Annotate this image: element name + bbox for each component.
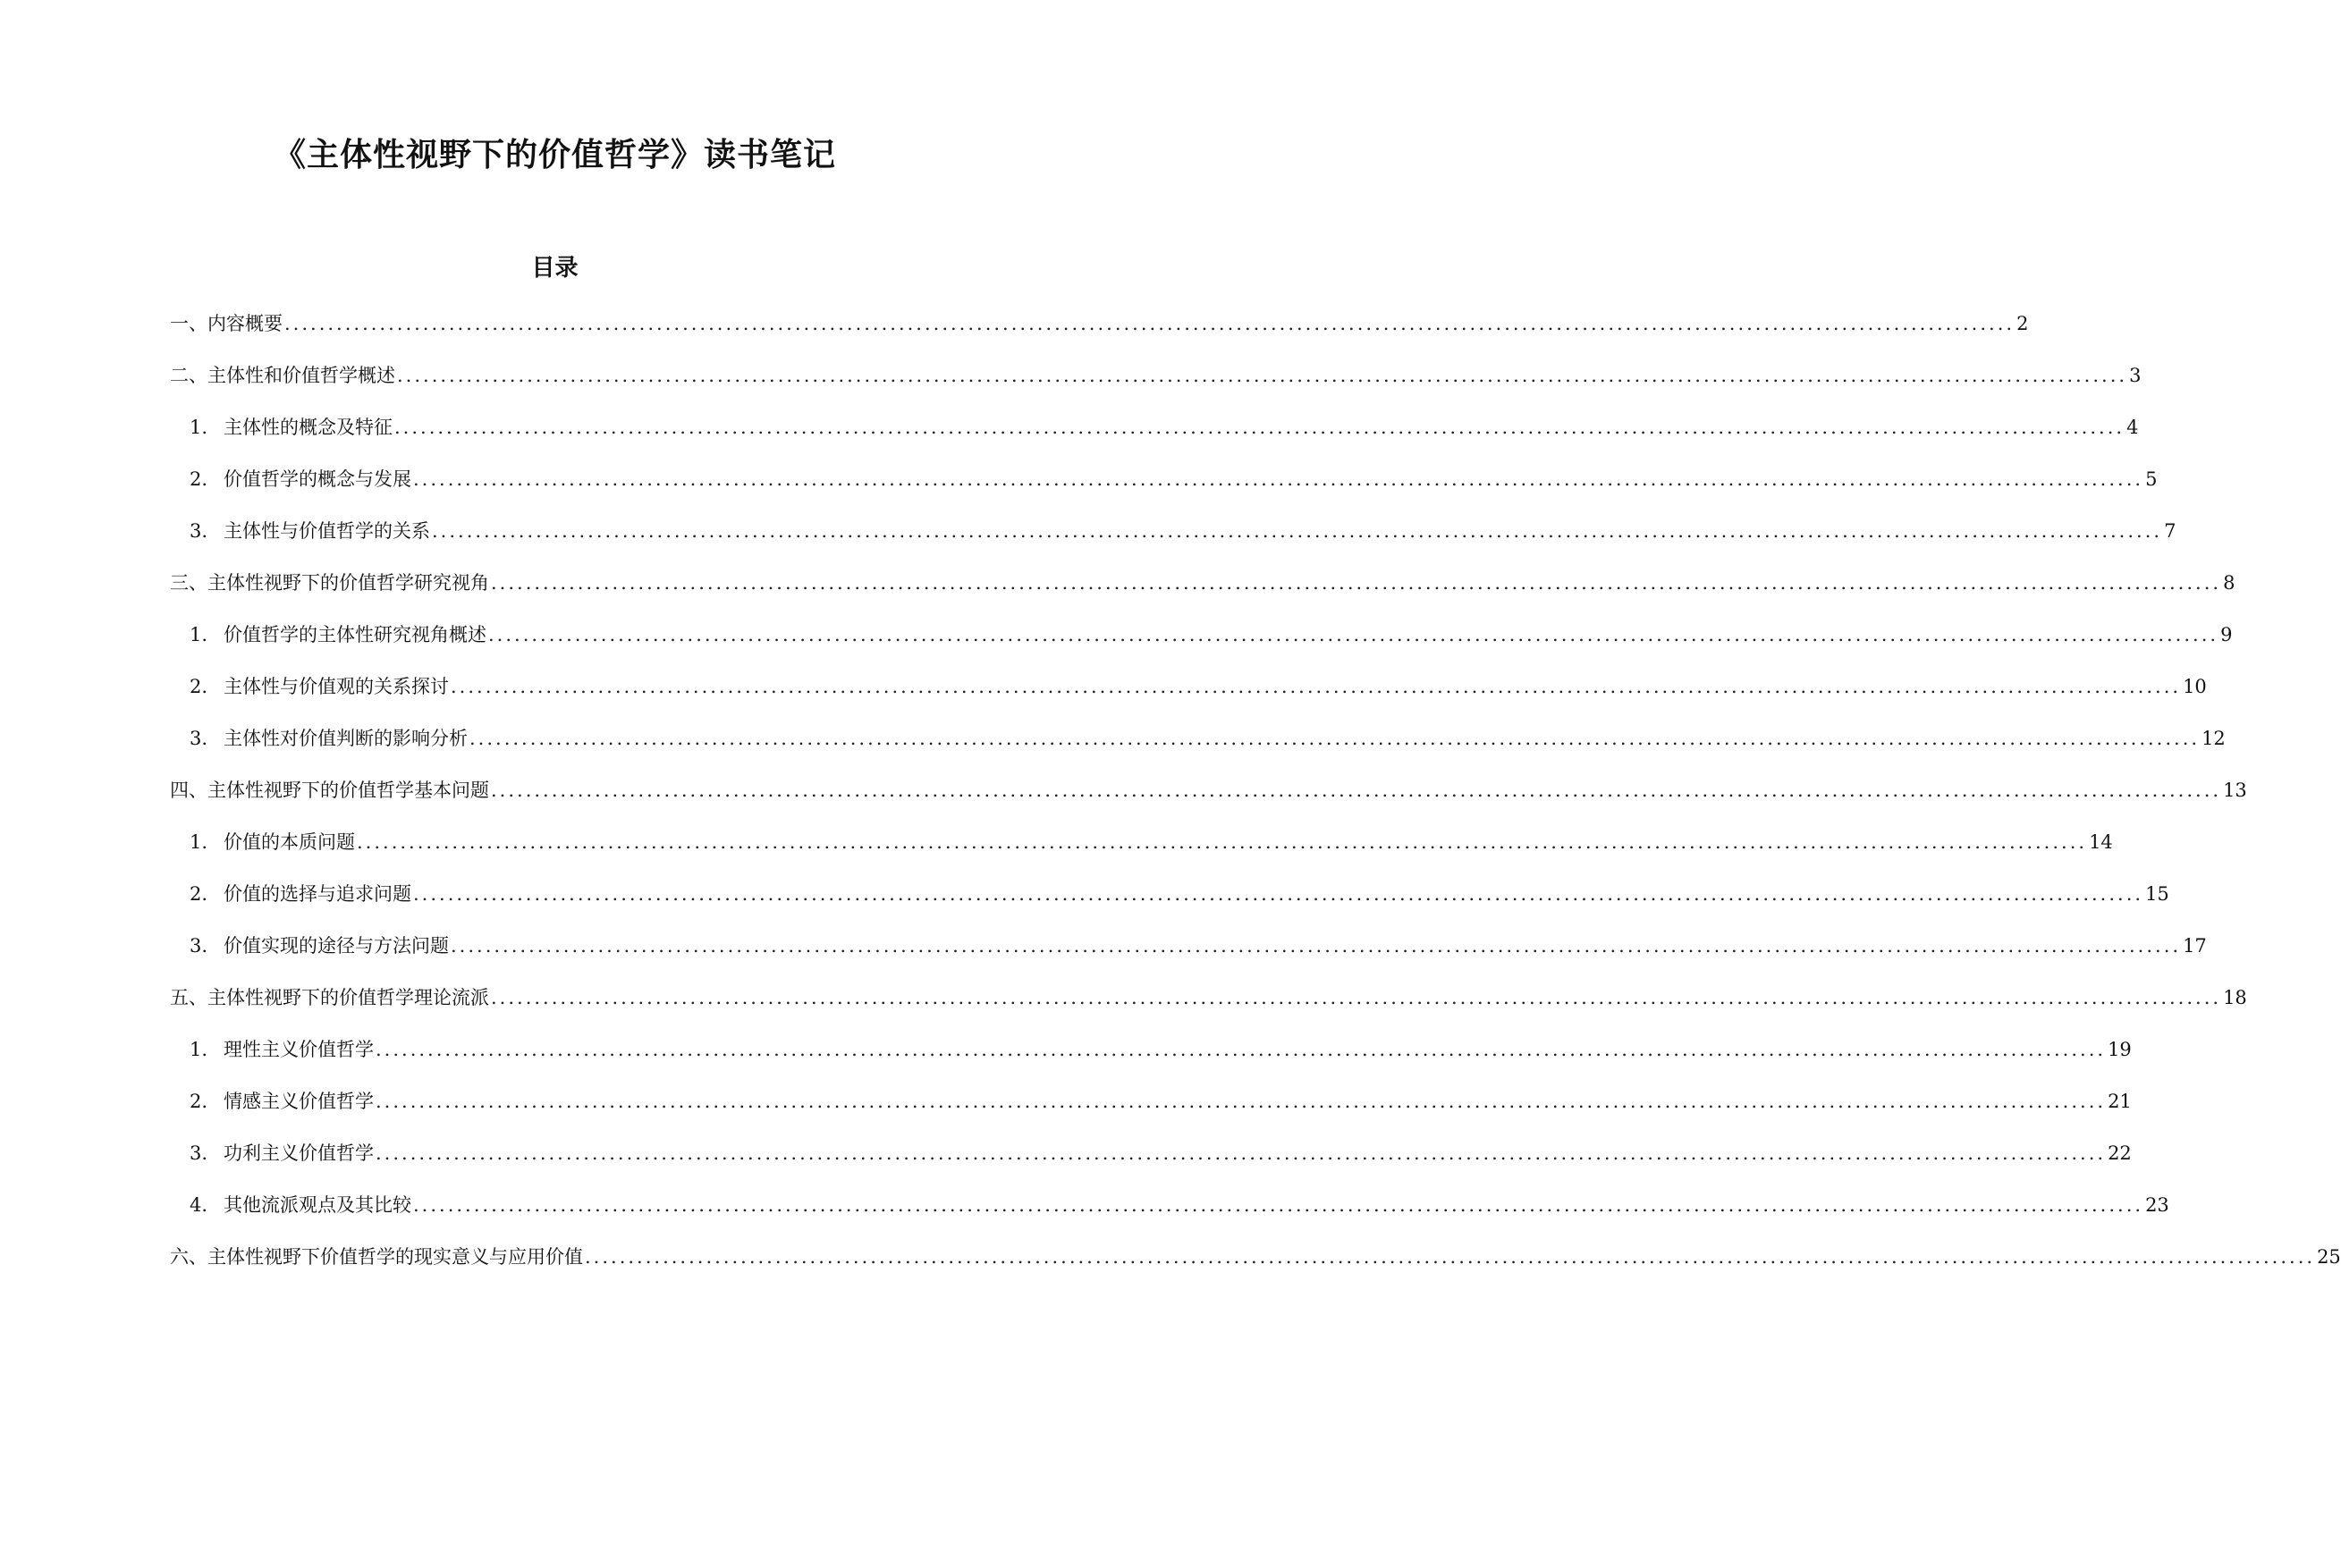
toc-entry[interactable] [190,826,2113,858]
toc-entry-page-number: 7 [2164,520,2176,542]
toc-entry-number: 3. [190,1142,208,1164]
toc-entry-page-number: 13 [2223,780,2247,801]
toc-entry-page-number: 5 [2145,468,2158,490]
toc-entry-page-number: 9 [2220,624,2233,645]
toc-entry-number: 3. [190,520,208,542]
toc-entry-label: 五、主体性视野下的价值哲学理论流派 [170,987,489,1008]
toc-entry-label: 理性主义价值哲学 [224,1039,374,1060]
document-title: 《主体性视野下的价值哲学》读书笔记 [273,137,836,173]
toc-entry-page-number: 15 [2145,883,2169,905]
toc-entry-number: 2. [190,676,208,697]
toc-entry-page-number: 8 [2223,572,2235,594]
toc-entry-number: 2. [190,1091,208,1112]
toc-entry[interactable] [190,930,2207,962]
toc-dot-leader: ........................................................................................................................................................................................................ [397,365,2128,386]
toc-entry-number: 1. [190,1039,208,1060]
toc-entry-label: 二、主体性和价值哲学概述 [170,365,395,386]
toc-dot-leader: ........................................................................................................................................................................................................ [585,1246,2316,1268]
toc-entry-page-number: 14 [2089,831,2113,853]
toc-entry-page-number: 4 [2126,417,2139,438]
toc-dot-leader: ........................................................................................................................................................................................................ [432,520,2163,542]
toc-entry[interactable] [170,567,2235,599]
toc-entry[interactable] [190,1085,2132,1117]
toc-entry-label: 其他流派观点及其比较 [224,1194,411,1216]
toc-dot-leader: ........................................................................................................................................................................................................ [376,1142,2107,1164]
toc-entry-page-number: 12 [2202,728,2226,749]
toc-dot-leader: ........................................................................................................................................................................................................ [357,831,2088,853]
toc-dot-leader: ........................................................................................................................................................................................................ [413,468,2144,490]
toc-entry-label: 情感主义价值哲学 [224,1091,374,1112]
toc-entry[interactable] [170,1241,2341,1273]
toc-entry-number: 2. [190,468,208,490]
toc-entry[interactable] [170,359,2142,392]
toc-entry-label: 价值哲学的主体性研究视角概述 [224,624,486,645]
toc-entry-label: 价值的选择与追求问题 [224,883,411,905]
toc-entry-page-number: 2 [2016,313,2029,334]
toc-entry[interactable] [190,1189,2169,1221]
toc-entry-label: 价值实现的途径与方法问题 [224,935,449,957]
toc-entry[interactable] [190,878,2169,910]
toc-entry[interactable] [190,1033,2132,1066]
toc-entry[interactable] [170,982,2247,1014]
toc-entry-page-number: 22 [2108,1142,2132,1164]
toc-entry-label: 主体性与价值观的关系探讨 [224,676,449,697]
toc-entry-page-number: 25 [2317,1246,2341,1268]
toc-heading: 目录 [531,255,579,282]
toc-entry-number: 1. [190,624,208,645]
toc-entry-page-number: 21 [2108,1091,2132,1112]
toc-dot-leader: ........................................................................................................................................................................................................ [469,728,2201,749]
toc-entry-page-number: 18 [2223,987,2247,1008]
toc-entry-label: 主体性与价值哲学的关系 [224,520,430,542]
toc-entry-label: 价值哲学的概念与发展 [224,468,411,490]
toc-entry-number: 4. [190,1194,208,1216]
toc-dot-leader: ........................................................................................................................................................................................................ [451,935,2182,957]
toc-entry-label: 主体性的概念及特征 [224,417,393,438]
toc-dot-leader: ........................................................................................................................................................................................................ [376,1039,2107,1060]
toc-entry[interactable] [190,515,2176,547]
toc-entry-number: 3. [190,935,208,957]
toc-entry-page-number: 3 [2129,365,2142,386]
toc-entry[interactable] [170,308,2029,340]
toc-entry[interactable] [170,774,2247,806]
toc-entry[interactable] [190,463,2158,495]
toc-dot-leader: ........................................................................................................................................................................................................ [394,417,2125,438]
toc-entry-label: 四、主体性视野下的价值哲学基本问题 [170,780,489,801]
toc-entry-number: 1. [190,417,208,438]
toc-entry-label: 主体性对价值判断的影响分析 [224,728,468,749]
toc-dot-leader: ........................................................................................................................................................................................................ [491,780,2222,801]
toc-dot-leader: ........................................................................................................................................................................................................ [488,624,2219,645]
toc-entry-page-number: 10 [2183,676,2207,697]
toc-entry-label: 一、内容概要 [170,313,283,334]
toc-entry-label: 三、主体性视野下的价值哲学研究视角 [170,572,489,594]
toc-entry-label: 功利主义价值哲学 [224,1142,374,1164]
toc-entry[interactable] [190,1137,2132,1169]
toc-entry[interactable] [190,670,2207,703]
toc-entry[interactable] [190,619,2233,651]
toc-entry-page-number: 23 [2145,1194,2169,1216]
toc-entry-number: 3. [190,728,208,749]
toc-entry[interactable] [190,411,2139,443]
toc-dot-leader: ........................................................................................................................................................................................................ [413,1194,2144,1216]
toc-entry-number: 2. [190,883,208,905]
toc-entry-label: 价值的本质问题 [224,831,355,853]
toc-dot-leader: ........................................................................................................................................................................................................ [491,987,2222,1008]
toc-dot-leader: ........................................................................................................................................................................................................ [491,572,2222,594]
toc-dot-leader: ........................................................................................................................................................................................................ [451,676,2182,697]
toc-entry-page-number: 17 [2183,935,2207,957]
toc-entry-number: 1. [190,831,208,853]
toc-dot-leader: ........................................................................................................................................................................................................ [376,1091,2107,1112]
toc-entry-label: 六、主体性视野下价值哲学的现实意义与应用价值 [170,1246,583,1268]
toc-entry-page-number: 19 [2108,1039,2132,1060]
toc-dot-leader: ........................................................................................................................................................................................................ [413,883,2144,905]
toc-entry[interactable] [190,722,2226,754]
toc-dot-leader: ........................................................................................................................................................................................................ [284,313,2016,334]
